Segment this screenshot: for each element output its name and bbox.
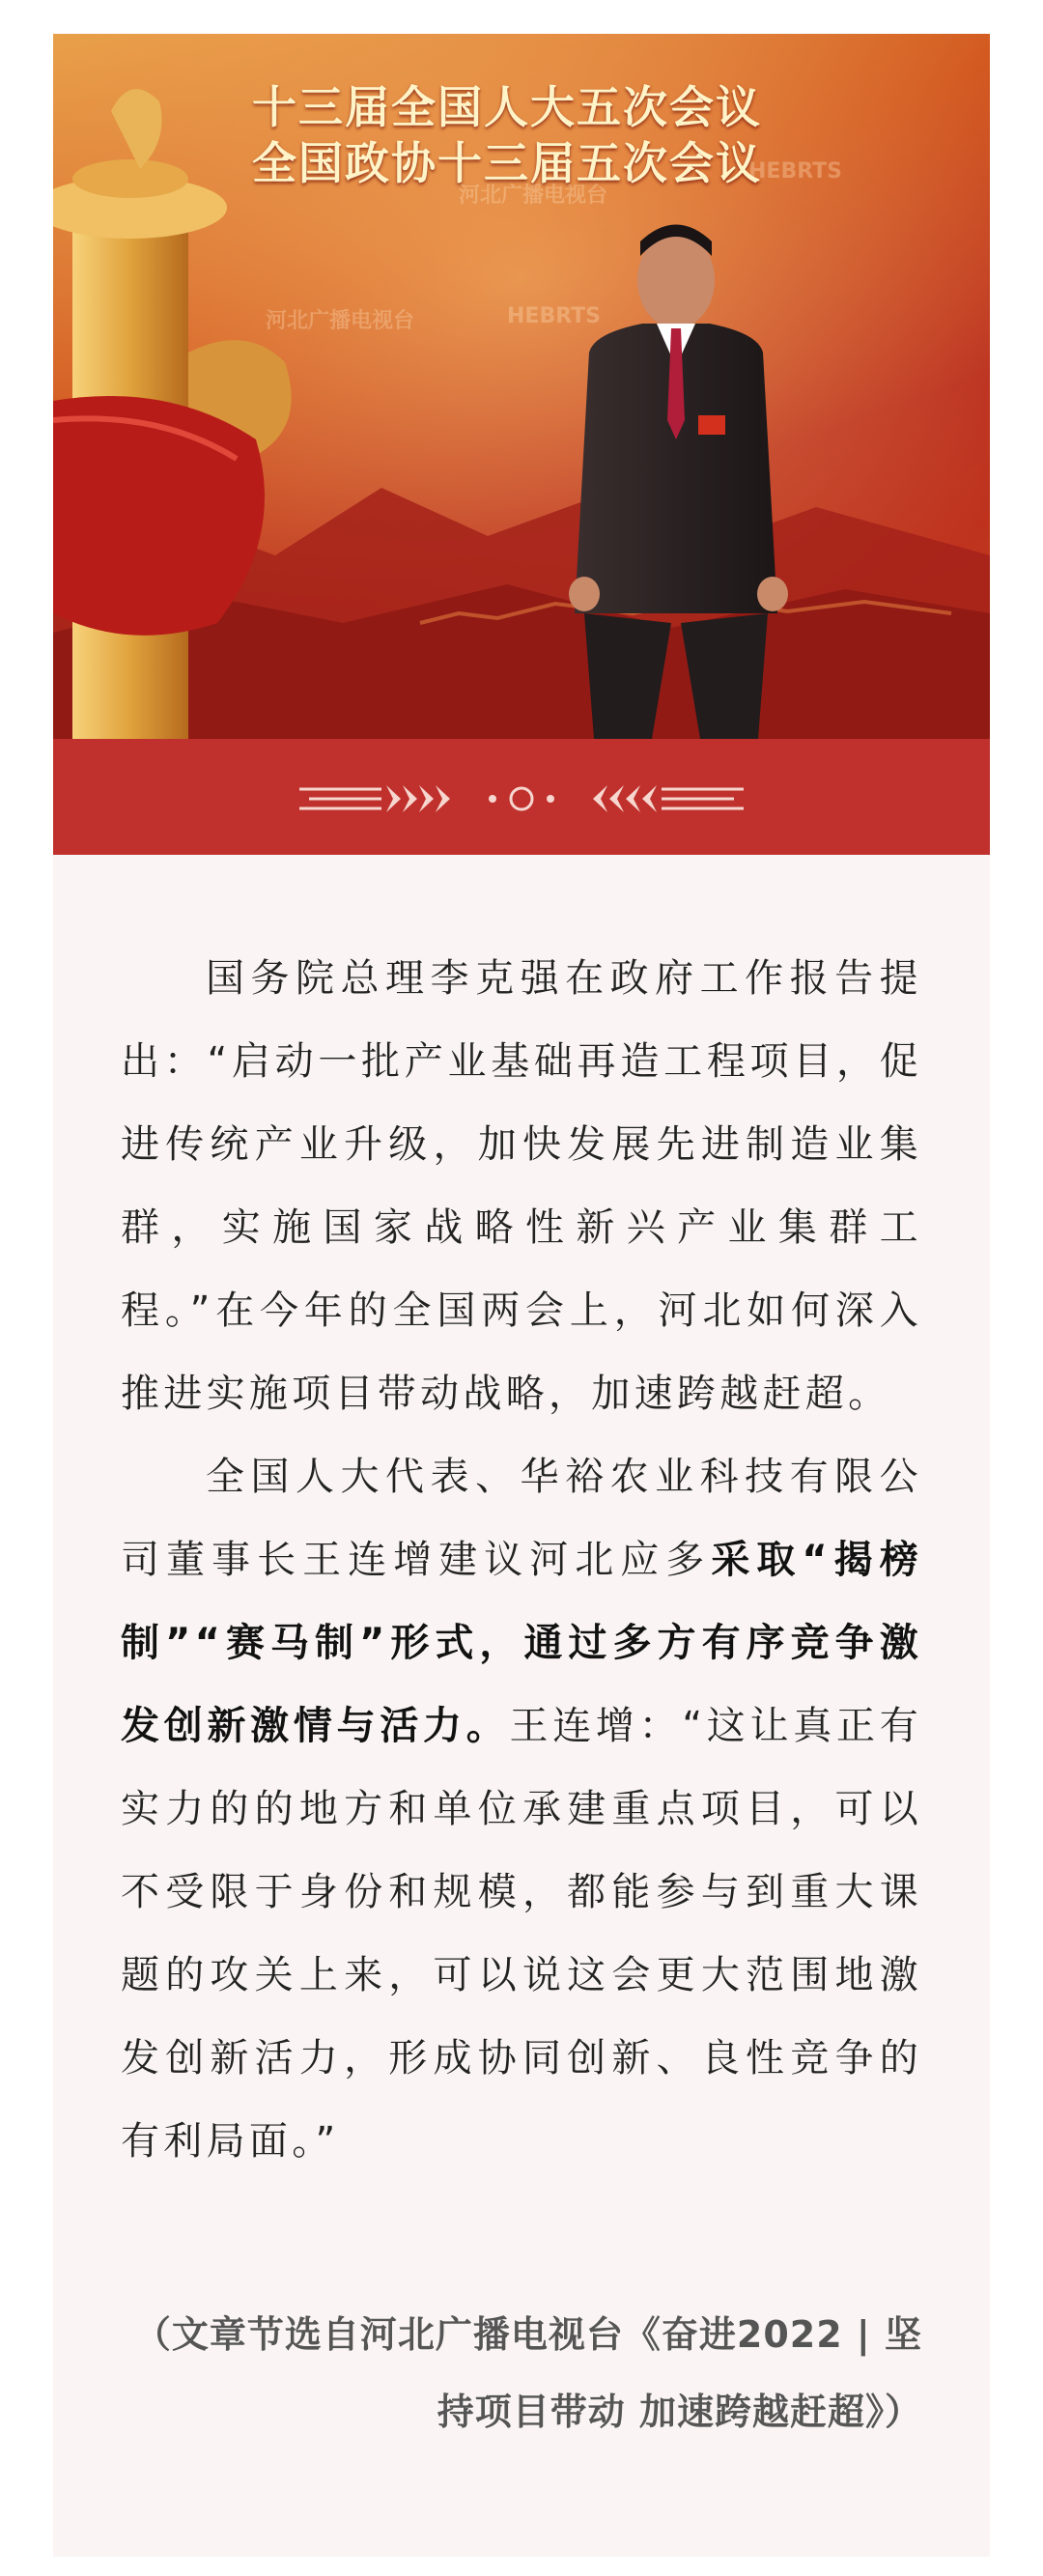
watermark: HEBRTS: [507, 304, 602, 328]
hero-title-line1: 十三届全国人大五次会议: [252, 81, 762, 133]
hero-title-line2: 全国政协十三届五次会议: [252, 137, 762, 189]
ornament-icon: [53, 739, 990, 855]
paragraph: 国务院总理李克强在政府工作报告提出：“启动一批产业基础再造工程项目，促进传统产业升级，加快发展先进制造业集群，实施国家战略性新兴产业集群工程。”在今年的全国两会上，河北如何深入推进实施项目带动战略，加速跨越赶超。: [121, 956, 922, 1416]
article-body: [121, 937, 922, 2183]
watermark: 河北广播电视台: [266, 309, 415, 333]
highlight-text: 采取“揭榜制”“赛马制”形式，通过多方有序竞争激发创新激情与活力。: [121, 1538, 922, 1748]
article-card: [53, 34, 990, 2557]
paragraph-text: 王连增：“这让真正有实力的的地方和单位承建重点项目，可以不受限于身份和规模，都能参与到重大课题的攻关上来，可以说这会更大范围地激发创新活力，形成协同创新、良性竞争的有利局面。”: [121, 1704, 922, 2164]
source-note: （文章节选自河北广播电视台《奋进2022 | 坚持项目带动 加速跨越赶超》）: [133, 2313, 922, 2433]
hero-photo: [53, 34, 990, 739]
watermark: 河北广播电视台: [459, 184, 608, 208]
paragraph: [121, 1435, 922, 2183]
watermark: HEBRTS: [748, 159, 843, 184]
paragraph-text: 全国人大代表、华裕农业科技有限公司董事长王连增建议河北应多: [121, 1455, 922, 1582]
decorative-banner: [53, 739, 990, 855]
